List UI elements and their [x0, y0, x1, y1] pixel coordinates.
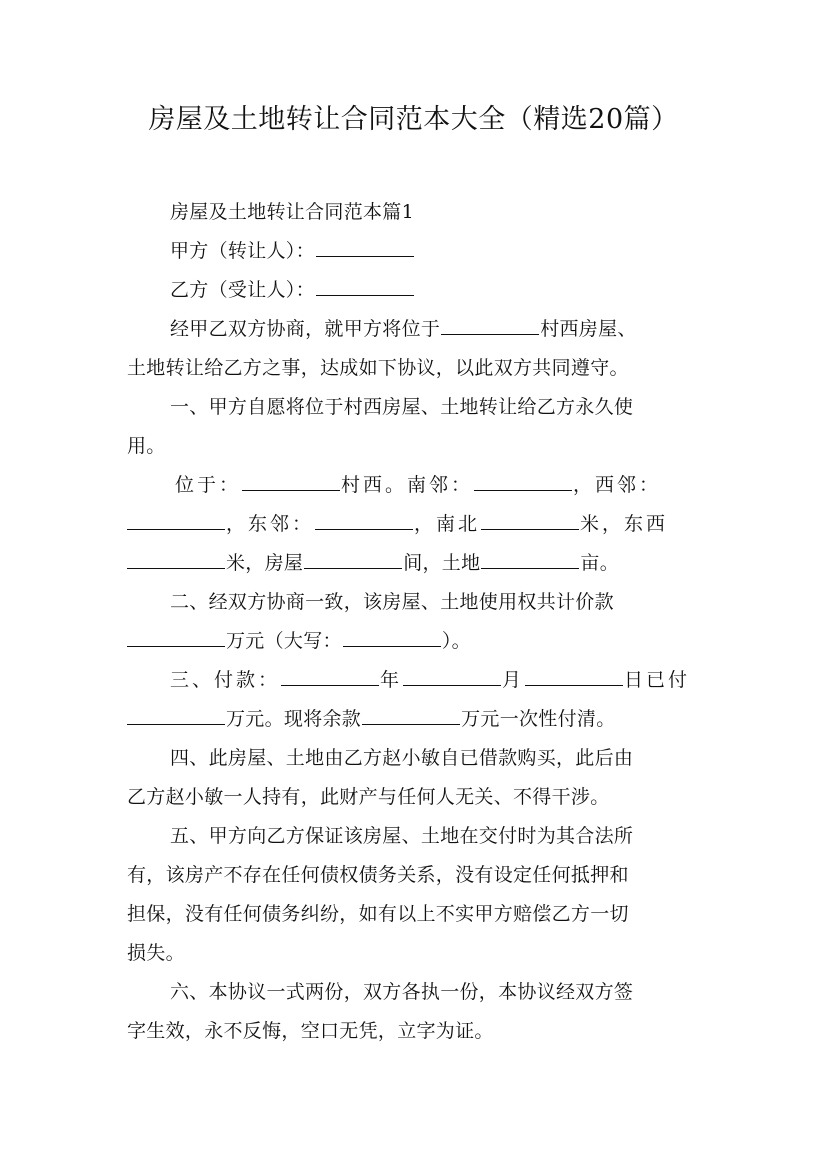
text-span: 间，土地	[403, 552, 481, 574]
party-b-blank	[316, 277, 414, 296]
clause-3-line-2	[127, 706, 717, 732]
blank	[242, 472, 340, 491]
text-span: 月	[502, 669, 525, 691]
clause-6-line-2: 字生效，永不反悔，空口无凭，立字为证。	[127, 1020, 494, 1042]
party-a-label: 甲方（转让人）：	[170, 240, 315, 262]
blank	[362, 706, 460, 725]
text-span: 亩。	[580, 552, 620, 574]
blank	[304, 550, 402, 569]
clause-4-line-2: 乙方赵小敏一人持有，此财产与任何人无关、不得干涉。	[127, 786, 610, 808]
text-span: 村西。南邻：	[341, 474, 474, 496]
blank	[481, 550, 579, 569]
paragraph-intro-line-1	[170, 316, 760, 342]
text-span: 万元一次性付清。	[461, 708, 616, 730]
clause-6-line-1: 六、本协议一式两份，双方各执一份，本协议经双方签	[170, 981, 634, 1003]
location-line-1	[175, 472, 765, 498]
blank	[403, 667, 501, 686]
text-span: 三、付款：	[170, 669, 281, 691]
text-span: 米，东西	[580, 513, 669, 535]
blank	[127, 511, 225, 530]
text-span: ）。	[441, 630, 471, 652]
party-b-label: 乙方（受让人）：	[170, 279, 315, 301]
location-line-2	[127, 511, 717, 537]
text-span: 位于：	[175, 474, 242, 496]
blank	[343, 628, 441, 647]
party-a-blank	[316, 238, 414, 257]
location-blank	[441, 316, 539, 335]
party-a-line	[170, 238, 760, 264]
blank	[127, 550, 225, 569]
clause-5-line-3: 担保，没有任何债务纠纷，如有以上不实甲方赔偿乙方一切	[127, 903, 629, 925]
clause-5-line-1: 五、甲方向乙方保证该房屋、土地在交付时为其合法所	[170, 825, 634, 847]
clause-3-line-1	[170, 667, 760, 693]
text-span: 日已付	[624, 669, 691, 691]
text-span: ，南北	[414, 513, 481, 535]
location-line-3	[127, 550, 717, 576]
clause-2-line-2	[127, 628, 717, 654]
text-span: ，东邻：	[226, 513, 315, 535]
blank	[281, 667, 379, 686]
clause-5-line-2: 有，该房产不存在任何债权债务关系，没有设定任何抵押和	[127, 864, 629, 886]
blank	[127, 628, 225, 647]
blank	[525, 667, 623, 686]
text-span: 万元。现将余款	[226, 708, 362, 730]
text-span: 村西房屋、	[540, 318, 637, 340]
clause-2-line-1: 二、经双方协商一致，该房屋、土地使用权共计价款	[170, 591, 614, 613]
clause-1-line-1: 一、甲方自愿将位于村西房屋、土地转让给乙方永久使	[170, 396, 634, 418]
blank	[474, 472, 572, 491]
clause-1-line-2: 用。	[127, 435, 166, 457]
text-span: 万元（大写：	[226, 630, 342, 652]
blank	[481, 511, 579, 530]
paragraph-intro-line-2: 土地转让给乙方之事，达成如下协议，以此双方共同遵守。	[127, 357, 629, 379]
text-span: 年	[380, 669, 403, 691]
clause-4-line-1: 四、此房屋、土地由乙方赵小敏自已借款购买，此后由	[170, 747, 634, 769]
section-heading: 房屋及土地转让合同范本篇1	[170, 201, 414, 223]
text-span: 米，房屋	[226, 552, 304, 574]
document-title: 房屋及土地转让合同范本大全（精选20篇）	[148, 104, 679, 135]
text-span: ，西邻：	[573, 474, 662, 496]
blank	[315, 511, 413, 530]
clause-5-line-4: 损失。	[127, 942, 185, 964]
text-span: 经甲乙双方协商，就甲方将位于	[170, 318, 441, 340]
party-b-line	[170, 277, 760, 303]
blank	[127, 706, 225, 725]
